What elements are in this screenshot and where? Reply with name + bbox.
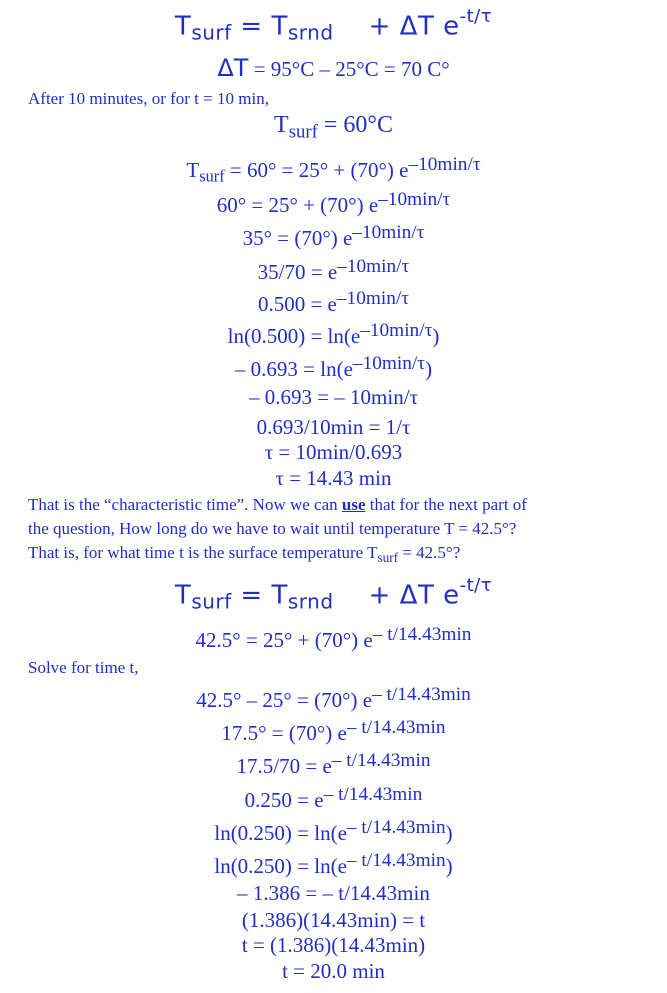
equation-exp: –10min/τ — [408, 154, 481, 175]
equation-pre: T — [186, 157, 200, 182]
equation-exp: – t/14.43min — [331, 750, 431, 771]
formula-plus-term: + ΔT e — [368, 11, 460, 42]
equation-pre: 35° = (70°) e — [242, 225, 353, 250]
delta-t-line — [0, 56, 667, 80]
tsurf-symbol: T — [274, 112, 289, 138]
emphasis-use: use — [341, 495, 366, 514]
equation-exp: – t/14.43min — [372, 684, 471, 705]
equation-pre: ln(0.500) = ln(e — [227, 323, 361, 348]
cooling-formula-header — [0, 8, 667, 43]
formula-lhs-sub: surf — [191, 20, 232, 45]
equation-line — [0, 190, 667, 216]
equation-pre: ln(0.250) = ln(e — [214, 820, 347, 845]
equation-exp: –10min/τ — [352, 353, 426, 374]
equation-pre: 60° = 25° + (70°) e — [216, 192, 379, 217]
paragraph-l3-end: = 42.5°? — [398, 543, 461, 562]
equation-pre: 42.5° – 25° = (70°) e — [196, 687, 373, 712]
equation-pre: ln(0.250) = ln(e — [214, 853, 347, 878]
tsurf-60-line — [0, 113, 667, 142]
equation-pre: – 1.386 = – t/14.43min — [237, 881, 430, 905]
formula-rhs: T — [271, 11, 288, 42]
delta-t-value: = 95°C – 25°C = 70 C° — [248, 57, 450, 81]
equation-line — [0, 935, 667, 956]
equation-line — [0, 354, 667, 380]
solve-equation-base: 42.5° = 25° + (70°) e — [195, 627, 373, 652]
equation-line — [0, 387, 667, 408]
tsurf-value: = 60°C — [317, 112, 393, 138]
equation-line — [0, 883, 667, 904]
paragraph-line-1 — [28, 496, 527, 513]
equation-pre: – 0.693 = – 10min/τ — [248, 385, 419, 409]
paragraph-l3-sub: surf — [377, 549, 399, 565]
formula-exponent: -t/τ — [459, 6, 493, 27]
equation-exp: –10min/τ — [360, 320, 433, 341]
equation-exp: –10min/τ — [378, 189, 451, 210]
equation-line — [0, 257, 667, 283]
formula-lhs: T — [174, 11, 192, 42]
equation-pre: τ = 14.43 min — [275, 466, 392, 490]
equation-pre: 35/70 = e — [257, 259, 338, 284]
equation-pre: t = 20.0 min — [282, 959, 385, 983]
equation-line — [0, 718, 667, 744]
formula-rhs-sub: srnd — [287, 20, 334, 45]
equation-pre: 0.250 = e — [244, 787, 324, 812]
equation-line — [0, 223, 667, 249]
equation-pre: τ = 10min/0.693 — [264, 440, 403, 464]
equation-pre: (1.386)(14.43min) = t — [241, 908, 426, 932]
paragraph-text-c: that for the next part of — [365, 495, 527, 514]
cooling-formula-repeat — [0, 577, 667, 612]
formula-equals: = — [231, 11, 272, 42]
paragraph-line-2: the question, How long do we have to wait until temperature T = 42.5°? — [28, 519, 517, 538]
formula2-equals: = — [231, 580, 272, 611]
equation-line — [0, 785, 667, 811]
paragraph-l3-text: That is, for what time t is the surface temperature T — [28, 543, 378, 562]
equation-line — [0, 468, 667, 489]
equation-line — [0, 155, 667, 185]
equation-line — [0, 961, 667, 982]
equation-line — [0, 851, 667, 877]
solve-equation-exp: – t/14.43min — [372, 624, 472, 645]
equation-line — [0, 751, 667, 777]
equation-pre: 0.500 = e — [257, 291, 337, 316]
paragraph-text-a: That is the “characteristic time”. Now we can — [28, 495, 342, 514]
equation-exp: –10min/τ — [337, 256, 410, 277]
equation-exp: – t/14.43min — [346, 850, 446, 871]
tsurf-sub: surf — [288, 121, 318, 143]
equation-post: ) — [445, 820, 453, 845]
equation-exp: – t/14.43min — [346, 817, 446, 838]
equation-sub: surf — [199, 166, 225, 186]
equation-line — [0, 321, 667, 347]
equation-exp: – t/14.43min — [323, 784, 423, 805]
delta-t-symbol: ΔT — [217, 54, 249, 82]
solve-equation — [0, 625, 667, 651]
formula2-plus-term: + ΔT e — [368, 580, 460, 611]
formula2-lhs-sub: surf — [191, 589, 232, 614]
equation-exp: –10min/τ — [336, 288, 410, 309]
equation-pre: 0.693/10min = 1/τ — [256, 415, 411, 439]
equation-exp: – t/14.43min — [346, 717, 446, 738]
equation-exp: –10min/τ — [352, 222, 425, 243]
equation-pre: – 0.693 = ln(e — [234, 356, 353, 381]
formula2-exponent: -t/τ — [459, 575, 493, 596]
equation-line — [0, 685, 667, 711]
paragraph-line-3 — [28, 544, 460, 564]
formula2-rhs: T — [271, 580, 288, 611]
equation-post: ) — [425, 356, 433, 381]
equation-line — [0, 818, 667, 844]
solve-intro-text: Solve for time t, — [28, 658, 139, 677]
equation-line — [0, 289, 667, 315]
equation-line — [0, 442, 667, 463]
formula2-lhs: T — [174, 580, 192, 611]
intro-text: After 10 minutes, or for t = 10 min, — [28, 89, 269, 108]
equation-line — [0, 910, 667, 931]
equation-pre: t = (1.386)(14.43min) — [241, 933, 426, 957]
formula2-rhs-sub: srnd — [287, 589, 334, 614]
equation-post: ) — [432, 323, 440, 348]
equation-pre: 17.5/70 = e — [236, 753, 332, 778]
equation-line — [0, 417, 667, 438]
equation-pre: 17.5° = (70°) e — [221, 720, 347, 745]
equation-mid: = 60° = 25° + (70°) e — [224, 157, 409, 182]
equation-post: ) — [445, 853, 453, 878]
